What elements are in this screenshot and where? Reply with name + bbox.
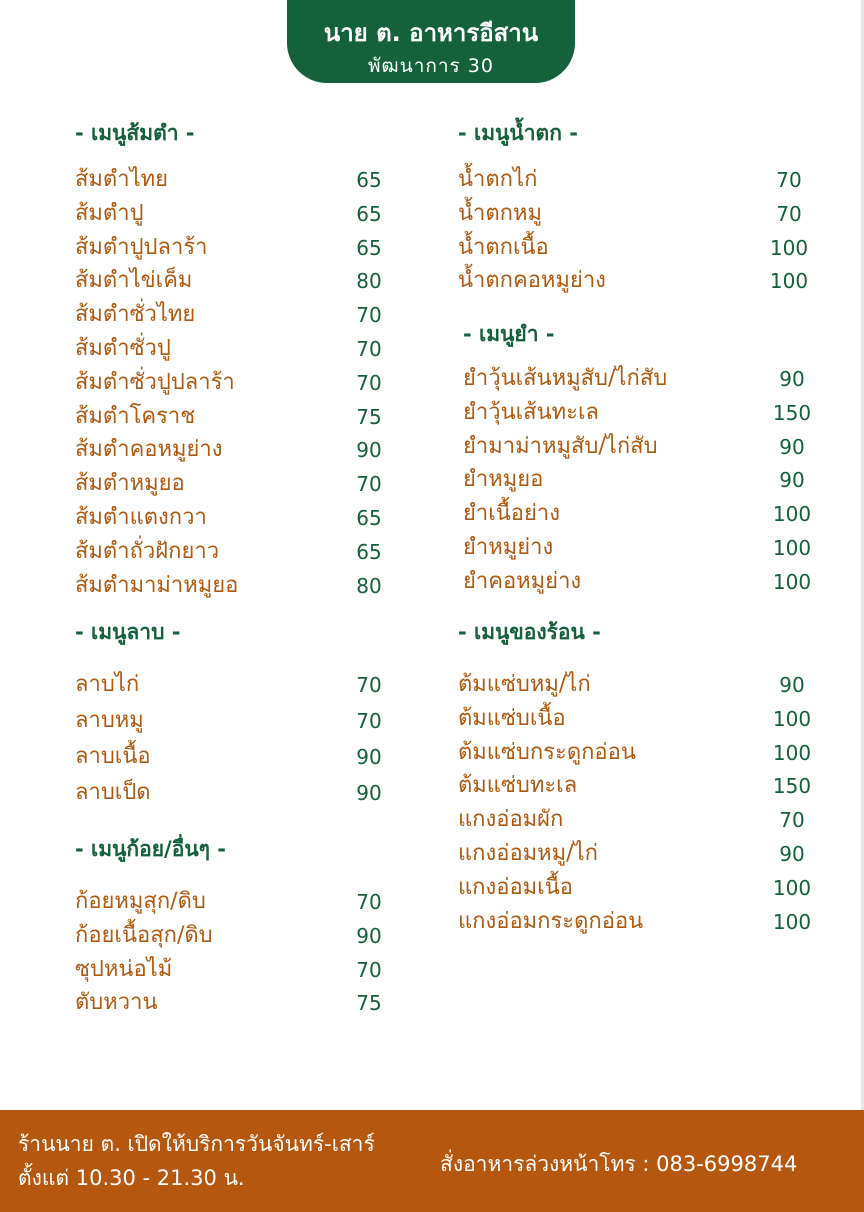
menu-item-price: 65: [356, 202, 382, 226]
menu-item-row: [75, 433, 409, 467]
header-tab: [287, 0, 575, 83]
menu-item-name: ส้มตำหมูยอ: [75, 471, 185, 496]
menu-item-price: 70: [356, 890, 382, 914]
menu-item-name: ยำวุ้นเส้นทะเล: [463, 400, 599, 425]
menu-item-price: 70: [779, 808, 805, 832]
menu-item-price: 70: [356, 958, 382, 982]
menu-item-name: แกงอ่อมหมู/ไก่: [458, 841, 598, 866]
menu-item-row: [458, 905, 832, 939]
menu-item-price: 150: [772, 774, 812, 798]
menu-item-name: น้ำตกเนื้อ: [458, 235, 549, 260]
menu-item-name: ยำหมูยอ: [463, 467, 544, 492]
menu-item-row: [75, 163, 409, 197]
menu-item-name: ส้มตำไข่เค็ม: [75, 268, 193, 293]
menu-item-row: [75, 776, 409, 810]
menu-item-row: [458, 668, 832, 702]
menu-item-price: 100: [772, 570, 812, 594]
menu-item-name: ก้อยหมูสุก/ดิบ: [75, 889, 206, 914]
menu-item-name: ส้มตำมาม่าหมูยอ: [75, 573, 239, 598]
opening-days: ร้านนาย ต. เปิดให้บริการวันจันทร์-เสาร์: [18, 1132, 375, 1156]
menu-item-row: [458, 197, 829, 231]
menu-item-name: แกงอ่อมกระดูกอ่อน: [458, 909, 644, 934]
menu-item-name: ส้มตำคอหมูย่าง: [75, 437, 223, 462]
menu-item-price: 90: [779, 842, 805, 866]
menu-item-name: ยำหมูย่าง: [463, 535, 554, 560]
restaurant-name: นาย ต. อาหารอีสาน: [323, 19, 539, 47]
menu-item-price: 100: [772, 876, 812, 900]
menu-item-name: ต้มแซ่บเนื้อ: [458, 706, 566, 731]
menu-item-row: [75, 740, 409, 774]
menu-item-price: 70: [356, 709, 382, 733]
menu-item-name: ลาบหมู: [75, 708, 144, 733]
menu-item-name: น้ำตกหมู: [458, 201, 543, 226]
opening-hours: ตั้งแต่ 10.30 - 21.30 น.: [18, 1166, 245, 1190]
menu-item-row: [75, 569, 409, 603]
menu-item-row: [463, 565, 832, 599]
menu-item-row: [75, 197, 409, 231]
menu-item-price: 65: [356, 506, 382, 530]
menu-item-row: [75, 501, 409, 535]
menu-item-row: [75, 467, 409, 501]
menu-item-price: 80: [356, 574, 382, 598]
menu-item-row: [463, 531, 832, 565]
menu-item-name: ลาบเนื้อ: [75, 744, 151, 769]
menu-item-name: ลาบเป็ด: [75, 780, 151, 805]
menu-item-price: 150: [772, 401, 812, 425]
menu-item-row: [458, 837, 832, 871]
menu-item-row: [75, 668, 409, 702]
menu-item-name: ลาบไก่: [75, 672, 140, 697]
menu-item-price: 100: [772, 910, 812, 934]
menu-item-row: [458, 163, 829, 197]
menu-item-row: [463, 396, 832, 430]
menu-item-name: ส้มตำแตงกวา: [75, 505, 207, 530]
menu-item-price: 90: [779, 435, 805, 459]
menu-item-price: 75: [356, 991, 382, 1015]
menu-item-name: ส้มตำซั่วปูปลาร้า: [75, 370, 235, 395]
menu-item-name: ตับหวาน: [75, 990, 158, 1015]
menu-item-price: 80: [356, 269, 382, 293]
menu-item-row: [75, 704, 409, 738]
menu-item-row: [75, 919, 409, 953]
menu-item-name: ยำวุ้นเส้นหมูสับ/ไก่สับ: [463, 366, 668, 391]
menu-item-price: 90: [779, 673, 805, 697]
menu-item-name: แกงอ่อมผัก: [458, 807, 564, 832]
menu-item-name: ต้มแซ่บกระดูกอ่อน: [458, 740, 636, 765]
menu-item-row: [458, 871, 832, 905]
section-title-hot: - เมนูของร้อน -: [458, 620, 601, 644]
menu-item-price: 100: [769, 236, 809, 260]
section-title-namtok: - เมนูน้ำตก -: [458, 121, 578, 145]
menu-item-name: ส้มตำปู: [75, 201, 144, 226]
menu-item-price: 65: [356, 168, 382, 192]
menu-item-price: 75: [356, 405, 382, 429]
menu-item-price: 70: [356, 303, 382, 327]
restaurant-location: พัฒนาการ 30: [368, 55, 494, 77]
menu-item-name: ยำเนื้อย่าง: [463, 501, 561, 526]
menu-item-price: 100: [772, 741, 812, 765]
menu-item-name: ซุปหน่อไม้: [75, 957, 173, 982]
menu-item-name: ส้มตำซั่วปู: [75, 336, 171, 361]
menu-item-name: น้ำตกคอหมูย่าง: [458, 268, 606, 293]
menu-item-price: 100: [769, 269, 809, 293]
menu-item-price: 100: [772, 502, 812, 526]
menu-item-name: ต้มแซ่บหมู/ไก่: [458, 672, 591, 697]
menu-item-price: 100: [772, 536, 812, 560]
section-title-larb: - เมนูลาบ -: [75, 620, 181, 644]
menu-item-row: [463, 497, 832, 531]
menu-item-row: [75, 885, 409, 919]
menu-item-row: [458, 803, 832, 837]
section-title-koi: - เมนูก้อย/อื่นๆ -: [75, 837, 226, 861]
menu-item-row: [75, 366, 409, 400]
menu-item-price: 70: [776, 168, 802, 192]
menu-item-row: [75, 400, 409, 434]
menu-item-price: 90: [356, 924, 382, 948]
menu-item-name: น้ำตกไก่: [458, 167, 538, 192]
menu-item-row: [463, 430, 832, 464]
menu-item-price: 70: [356, 371, 382, 395]
menu-item-name: ส้มตำไทย: [75, 167, 169, 192]
section-title-yum: - เมนูยำ -: [463, 322, 555, 346]
menu-item-price: 90: [356, 745, 382, 769]
menu-item-row: [75, 231, 409, 265]
menu-item-price: 65: [356, 236, 382, 260]
menu-item-price: 65: [356, 540, 382, 564]
menu-item-name: ต้มแซ่บทะเล: [458, 773, 578, 798]
menu-item-row: [463, 463, 832, 497]
menu-item-price: 90: [779, 468, 805, 492]
section-title-somtam: - เมนูส้มตำ -: [75, 121, 195, 145]
menu-item-row: [75, 264, 409, 298]
menu-item-price: 70: [356, 673, 382, 697]
menu-item-name: แกงอ่อมเนื้อ: [458, 875, 573, 900]
menu-item-name: ยำมาม่าหมูสับ/ไก่สับ: [463, 434, 658, 459]
menu-item-row: [458, 702, 832, 736]
menu-item-row: [463, 362, 832, 396]
menu-item-name: ก้อยเนื้อสุก/ดิบ: [75, 923, 213, 948]
menu-item-row: [458, 264, 829, 298]
menu-item-row: [75, 953, 409, 987]
menu-item-name: ส้มตำปูปลาร้า: [75, 235, 208, 260]
menu-item-name: ยำคอหมูย่าง: [463, 569, 582, 594]
footer-bar: [0, 1110, 864, 1212]
menu-item-row: [75, 332, 409, 366]
menu-item-row: [75, 298, 409, 332]
order-phone: สั่งอาหารล่วงหน้าโทร : 083-6998744: [440, 1152, 798, 1176]
menu-item-price: 90: [356, 781, 382, 805]
menu-item-row: [458, 769, 832, 803]
menu-item-row: [75, 986, 409, 1020]
menu-item-name: ส้มตำโคราช: [75, 404, 196, 429]
menu-item-row: [458, 231, 829, 265]
menu-item-name: ส้มตำถั่วฝักยาว: [75, 539, 220, 564]
menu-item-price: 90: [356, 438, 382, 462]
menu-item-price: 70: [776, 202, 802, 226]
menu-item-row: [458, 736, 832, 770]
menu-item-price: 70: [356, 337, 382, 361]
menu-item-price: 90: [779, 367, 805, 391]
menu-item-row: [75, 535, 409, 569]
menu-item-name: ส้มตำซั่วไทย: [75, 302, 196, 327]
menu-item-price: 70: [356, 472, 382, 496]
menu-item-price: 100: [772, 707, 812, 731]
